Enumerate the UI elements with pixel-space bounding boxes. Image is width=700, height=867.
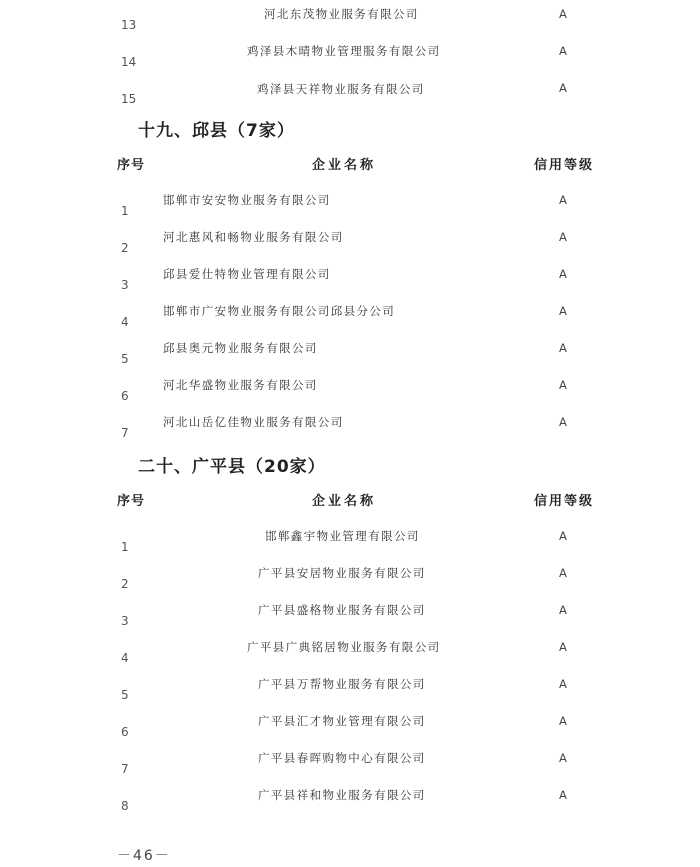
- company-name: 邱县爱仕特物业管理有限公司: [163, 267, 331, 281]
- company-name: 鸡泽县天祥物业服务有限公司: [257, 82, 425, 96]
- table-row: [0, 670, 700, 707]
- header-number: 序号: [117, 158, 146, 173]
- row-number: 2: [121, 577, 129, 591]
- table-row: [0, 781, 700, 818]
- credit-grade: A: [559, 81, 567, 95]
- company-name: 鸡泽县木晴物业管理服务有限公司: [247, 44, 441, 58]
- company-name: 广平县万帮物业服务有限公司: [258, 677, 426, 691]
- credit-grade: A: [559, 603, 567, 617]
- row-number: 5: [121, 688, 129, 702]
- credit-grade: A: [559, 415, 567, 429]
- company-name: 河北东茂物业服务有限公司: [264, 7, 419, 21]
- credit-grade: A: [559, 751, 567, 765]
- credit-grade: A: [559, 529, 567, 543]
- company-name: 邯郸市广安物业服务有限公司邱县分公司: [163, 304, 396, 318]
- credit-grade: A: [559, 341, 567, 355]
- row-number: 1: [121, 204, 129, 218]
- credit-grade: A: [559, 44, 567, 58]
- credit-grade: A: [559, 566, 567, 580]
- header-company-name: 企业名称: [312, 158, 377, 173]
- row-number: 4: [121, 315, 129, 329]
- company-name: 河北华盛物业服务有限公司: [163, 378, 318, 392]
- table-row: [0, 223, 700, 260]
- table-row: [0, 186, 700, 223]
- table-row: [0, 260, 700, 297]
- row-number: 5: [121, 352, 129, 366]
- credit-grade: A: [559, 677, 567, 691]
- table-row: [0, 744, 700, 781]
- row-number: 13: [121, 18, 137, 32]
- company-name: 河北山岳亿佳物业服务有限公司: [163, 415, 344, 429]
- row-number: 2: [121, 241, 129, 255]
- table-row: [0, 408, 700, 445]
- credit-grade: A: [559, 378, 567, 392]
- table-row: [0, 596, 700, 633]
- table-header: [0, 490, 700, 510]
- company-name: 广平县春晖购物中心有限公司: [258, 751, 426, 765]
- company-name: 邯郸鑫宇物业管理有限公司: [265, 529, 420, 543]
- header-credit-grade: 信用等级: [534, 494, 595, 509]
- credit-grade: A: [559, 267, 567, 281]
- company-name: 广平县广典铭居物业服务有限公司: [247, 640, 441, 654]
- company-name: 广平县祥和物业服务有限公司: [258, 788, 426, 802]
- row-number: 4: [121, 651, 129, 665]
- row-number: 7: [121, 426, 129, 440]
- credit-grade: A: [559, 304, 567, 318]
- section-title: 十九、邱县（7家）: [138, 121, 295, 141]
- page-number: －46－: [117, 848, 171, 864]
- table-row: [0, 559, 700, 596]
- header-number: 序号: [117, 494, 146, 509]
- row-number: 6: [121, 389, 129, 403]
- table-row: [0, 334, 700, 371]
- table-row: [0, 74, 700, 111]
- company-name: 广平县汇才物业管理有限公司: [258, 714, 426, 728]
- table-row: [0, 0, 700, 37]
- company-name: 广平县盛格物业服务有限公司: [258, 603, 426, 617]
- table-row: [0, 37, 700, 74]
- section-title: 二十、广平县（20家）: [138, 457, 326, 477]
- row-number: 7: [121, 762, 129, 776]
- credit-grade: A: [559, 230, 567, 244]
- header-company-name: 企业名称: [312, 494, 377, 509]
- table-row: [0, 522, 700, 559]
- row-number: 14: [121, 55, 137, 69]
- table-row: [0, 297, 700, 334]
- credit-grade: A: [559, 7, 567, 21]
- credit-grade: A: [559, 640, 567, 654]
- row-number: 15: [121, 92, 137, 106]
- credit-grade: A: [559, 788, 567, 802]
- company-name: 广平县安居物业服务有限公司: [258, 566, 426, 580]
- header-credit-grade: 信用等级: [534, 158, 595, 173]
- row-number: 6: [121, 725, 129, 739]
- credit-grade: A: [559, 714, 567, 728]
- company-name: 邱县奥元物业服务有限公司: [163, 341, 318, 355]
- row-number: 3: [121, 278, 129, 292]
- row-number: 1: [121, 540, 129, 554]
- company-name: 河北惠风和畅物业服务有限公司: [163, 230, 344, 244]
- credit-grade: A: [559, 193, 567, 207]
- row-number: 3: [121, 614, 129, 628]
- table-row: [0, 371, 700, 408]
- company-name: 邯郸市安安物业服务有限公司: [163, 193, 331, 207]
- table-header: [0, 154, 700, 174]
- row-number: 8: [121, 799, 129, 813]
- table-row: [0, 633, 700, 670]
- table-row: [0, 707, 700, 744]
